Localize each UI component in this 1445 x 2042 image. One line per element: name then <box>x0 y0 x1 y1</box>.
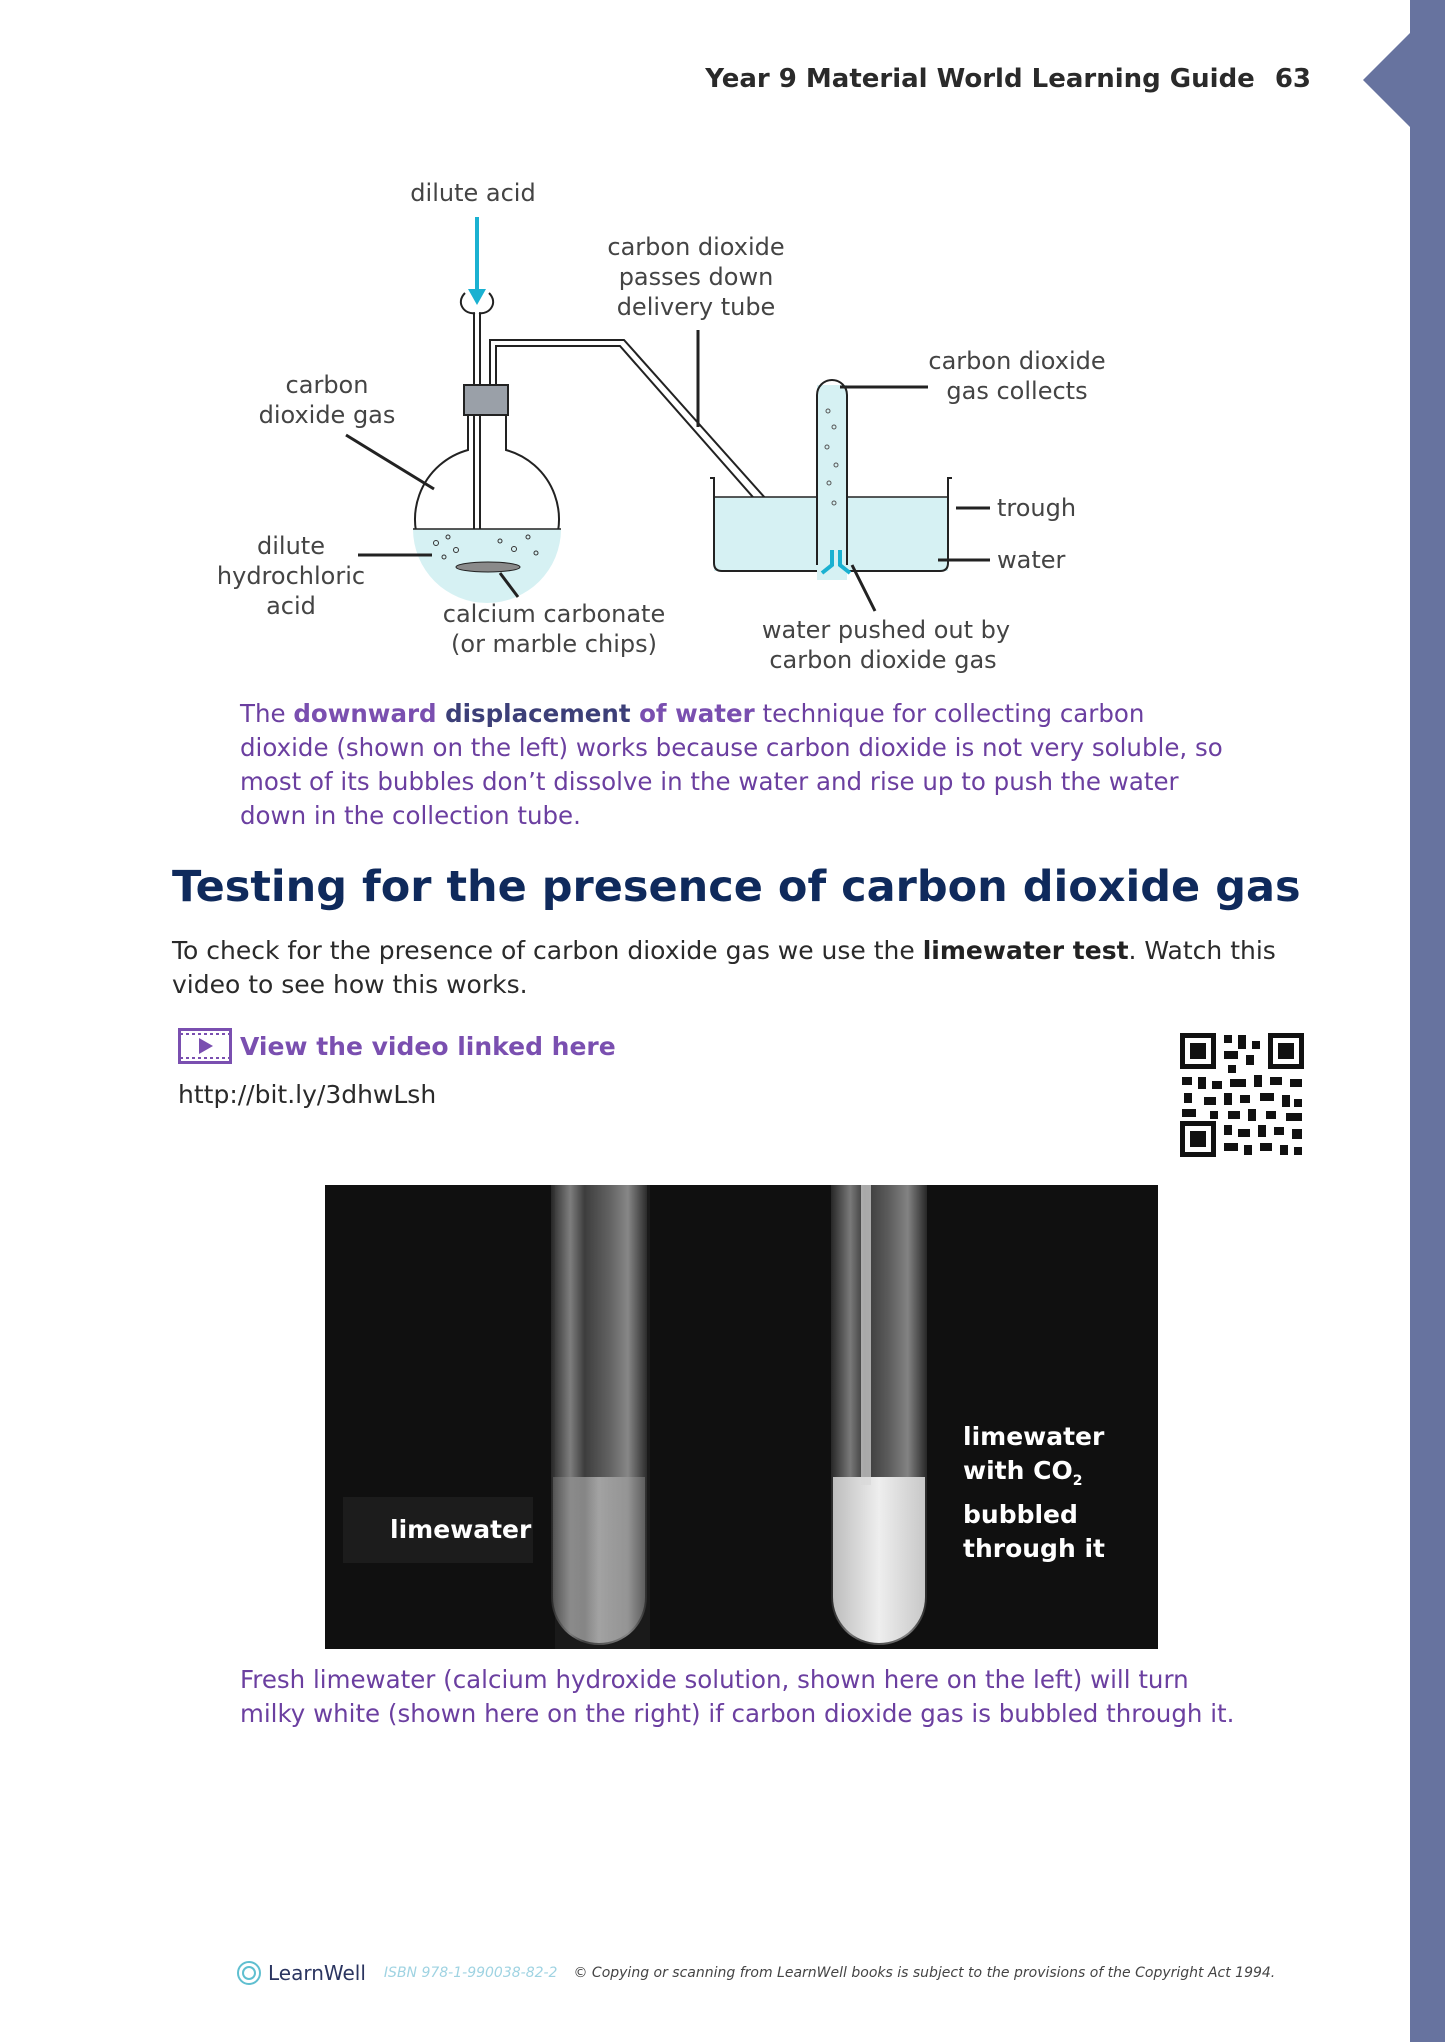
label-gas-collects-1: carbon dioxide <box>928 347 1106 375</box>
footer-brand: LearnWell <box>268 1961 366 1985</box>
label-pushed-out-2: carbon dioxide gas <box>769 646 997 674</box>
co2-collection-diagram <box>200 165 1120 685</box>
label-hcl-3: acid <box>266 592 316 620</box>
label-co2-gas-1: carbon <box>285 371 369 399</box>
side-band <box>1410 0 1445 2042</box>
guide-title: Year 9 Material World Learning Guide <box>705 64 1255 94</box>
page-header <box>705 64 1311 94</box>
caption1-prefix: The <box>240 699 294 728</box>
rubber-stopper <box>464 385 508 415</box>
photo-label-limewater-box <box>343 1497 533 1563</box>
page-number: 63 <box>1274 64 1311 94</box>
photo-label-co2-line1: limewater <box>963 1422 1105 1451</box>
delivery-straw <box>861 1185 871 1485</box>
caption1-body: technique for collecting carbon dioxide (shown on the left) works because carbon dioxide is not very soluble, so most of its bubbles don’t dissolve in the water and rise up to push the water down in the collection tube. <box>240 699 1223 830</box>
footer-isbn: ISBN 978-1-990038-82-2 <box>383 1965 558 1981</box>
caption1-bold-displacement: displacement <box>436 699 631 728</box>
label-hcl-2: hydrochloric <box>216 562 366 590</box>
label-trough: trough <box>997 494 1077 522</box>
label-water: water <box>997 546 1066 574</box>
diagram-caption <box>240 697 1240 833</box>
label-dilute-acid: dilute acid <box>410 179 536 207</box>
label-delivery-tube-2: passes down <box>618 263 774 291</box>
label-caco3-2: (or marble chips) <box>451 630 657 658</box>
video-link-text[interactable]: View the video linked here <box>240 1031 616 1061</box>
label-delivery-tube-1: carbon dioxide <box>607 233 785 261</box>
photo-label-co2-line3: bubbled <box>963 1500 1078 1529</box>
label-caco3-1: calcium carbonate <box>442 600 666 628</box>
label-delivery-tube-3: delivery tube <box>616 293 776 321</box>
label-hcl-1: dilute <box>257 532 325 560</box>
test-tubes-illustration <box>325 1185 1158 1649</box>
intro-text-end: . Watch this video to see how this works. <box>172 936 1276 999</box>
label-pushed-out-1: water pushed out by <box>761 616 1011 644</box>
footer <box>236 1960 1275 1986</box>
caption1-bold-downward: downward <box>293 699 437 728</box>
leader-co2-gas <box>346 435 434 489</box>
video-link[interactable] <box>178 1028 616 1064</box>
page-tab-marker <box>1363 32 1411 128</box>
footer-copyright: © Copying or scanning from LearnWell books is subject to the provisions of the Copyright Act 1994. <box>573 1965 1276 1981</box>
label-co2-gas-2: dioxide gas <box>258 401 396 429</box>
label-gas-collects-2: gas collects <box>946 377 1088 405</box>
qr-code <box>1180 1033 1304 1157</box>
section-intro <box>172 934 1322 1002</box>
milky-limewater <box>833 1477 925 1643</box>
acid-arrowhead <box>468 289 486 305</box>
intro-text: To check for the presence of carbon dioxide gas we use the <box>172 936 923 965</box>
photo-label-limewater: limewater <box>390 1515 532 1544</box>
learnwell-logo-icon <box>236 1960 262 1986</box>
video-play-icon <box>178 1028 232 1064</box>
section-title: Testing for the presence of carbon dioxide gas <box>172 862 1301 912</box>
photo-label-co2-line4: through it <box>963 1534 1105 1563</box>
caption1-bold-of-water: of water <box>630 699 755 728</box>
clear-limewater <box>553 1477 645 1643</box>
photo-label-co2 <box>963 1420 1143 1566</box>
photo-caption: Fresh limewater (calcium hydroxide solution, shown here on the left) will turn milky white (shown here on the right) if carbon dioxide gas is bubbled through it. <box>240 1665 1235 1728</box>
intro-bold-limewater-test: limewater test <box>922 936 1129 965</box>
photo-label-co2-line2: with CO <box>963 1456 1073 1485</box>
video-url[interactable]: http://bit.ly/3dhwLsh <box>178 1080 437 1109</box>
photo-label-co2-subscript: 2 <box>1072 1473 1083 1489</box>
marble-chips <box>456 562 520 572</box>
limewater-photo <box>325 1185 1158 1649</box>
